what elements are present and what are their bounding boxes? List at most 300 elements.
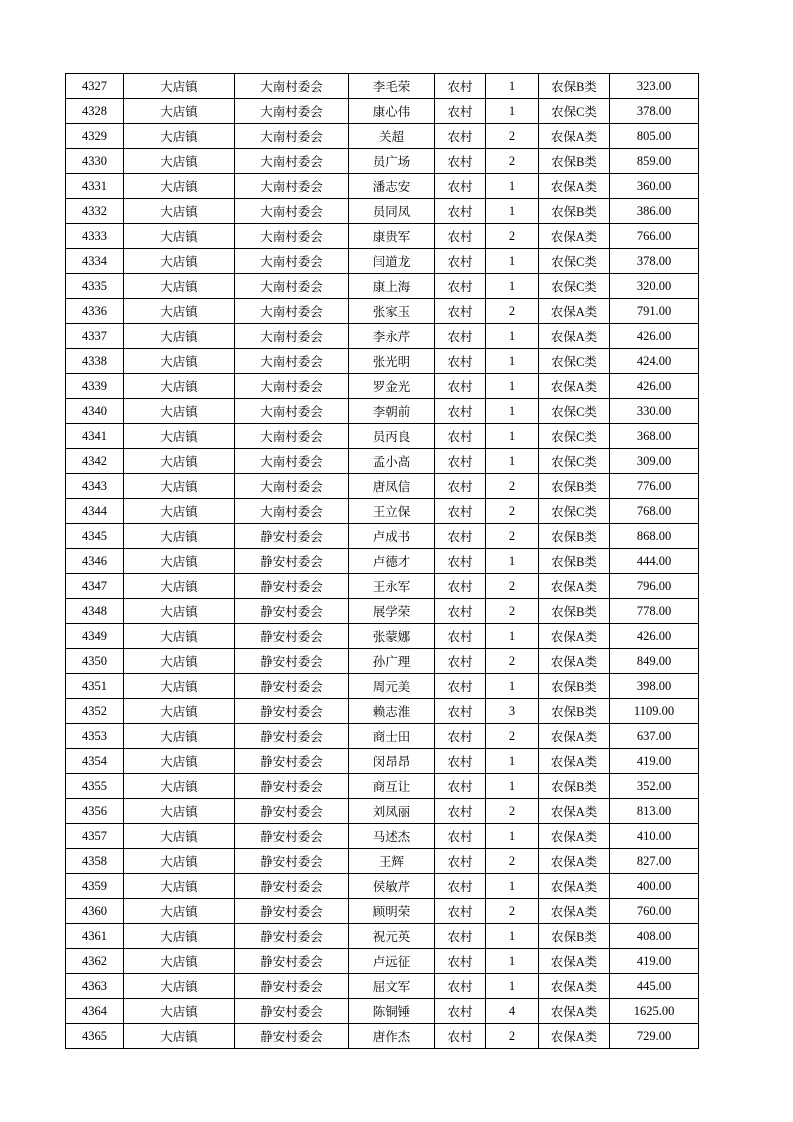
cell-serial-number: 4363 bbox=[66, 974, 124, 999]
cell-amount: 637.00 bbox=[610, 724, 699, 749]
cell-insurance-category: 农保B类 bbox=[539, 549, 610, 574]
cell-person-count: 1 bbox=[486, 249, 539, 274]
cell-amount: 426.00 bbox=[610, 324, 699, 349]
cell-person-name: 康上海 bbox=[349, 274, 435, 299]
cell-person-name: 关超 bbox=[349, 124, 435, 149]
table-row bbox=[66, 999, 699, 1024]
table-row bbox=[66, 749, 699, 774]
cell-residence-type: 农村 bbox=[435, 774, 486, 799]
cell-insurance-category: 农保C类 bbox=[539, 99, 610, 124]
cell-insurance-category: 农保C类 bbox=[539, 274, 610, 299]
table-row bbox=[66, 149, 699, 174]
cell-serial-number: 4361 bbox=[66, 924, 124, 949]
cell-person-count: 2 bbox=[486, 649, 539, 674]
cell-insurance-category: 农保B类 bbox=[539, 474, 610, 499]
cell-person-count: 2 bbox=[486, 124, 539, 149]
cell-residence-type: 农村 bbox=[435, 874, 486, 899]
cell-serial-number: 4358 bbox=[66, 849, 124, 874]
cell-insurance-category: 农保B类 bbox=[539, 199, 610, 224]
cell-person-name: 陈铜锤 bbox=[349, 999, 435, 1024]
cell-person-count: 1 bbox=[486, 424, 539, 449]
cell-person-count: 2 bbox=[486, 299, 539, 324]
cell-village-committee: 大南村委会 bbox=[235, 499, 349, 524]
cell-person-count: 2 bbox=[486, 224, 539, 249]
cell-amount: 368.00 bbox=[610, 424, 699, 449]
cell-serial-number: 4359 bbox=[66, 874, 124, 899]
cell-insurance-category: 农保A类 bbox=[539, 1024, 610, 1049]
cell-person-count: 2 bbox=[486, 599, 539, 624]
cell-town: 大店镇 bbox=[124, 274, 235, 299]
cell-serial-number: 4335 bbox=[66, 274, 124, 299]
cell-residence-type: 农村 bbox=[435, 524, 486, 549]
cell-serial-number: 4334 bbox=[66, 249, 124, 274]
cell-person-name: 闵昂昂 bbox=[349, 749, 435, 774]
cell-residence-type: 农村 bbox=[435, 499, 486, 524]
cell-town: 大店镇 bbox=[124, 524, 235, 549]
cell-insurance-category: 农保A类 bbox=[539, 824, 610, 849]
cell-person-count: 2 bbox=[486, 474, 539, 499]
cell-person-name: 李永芹 bbox=[349, 324, 435, 349]
cell-amount: 410.00 bbox=[610, 824, 699, 849]
cell-town: 大店镇 bbox=[124, 699, 235, 724]
table-row bbox=[66, 324, 699, 349]
cell-amount: 426.00 bbox=[610, 374, 699, 399]
cell-person-name: 卢成书 bbox=[349, 524, 435, 549]
cell-village-committee: 静安村委会 bbox=[235, 799, 349, 824]
cell-village-committee: 静安村委会 bbox=[235, 1024, 349, 1049]
table-row bbox=[66, 774, 699, 799]
cell-residence-type: 农村 bbox=[435, 274, 486, 299]
cell-person-name: 赖志淮 bbox=[349, 699, 435, 724]
cell-person-count: 1 bbox=[486, 824, 539, 849]
cell-insurance-category: 农保B类 bbox=[539, 599, 610, 624]
cell-amount: 868.00 bbox=[610, 524, 699, 549]
cell-amount: 419.00 bbox=[610, 949, 699, 974]
cell-insurance-category: 农保C类 bbox=[539, 349, 610, 374]
cell-amount: 1625.00 bbox=[610, 999, 699, 1024]
cell-amount: 320.00 bbox=[610, 274, 699, 299]
cell-amount: 778.00 bbox=[610, 599, 699, 624]
table-row bbox=[66, 949, 699, 974]
cell-town: 大店镇 bbox=[124, 449, 235, 474]
cell-person-name: 孟小高 bbox=[349, 449, 435, 474]
cell-insurance-category: 农保B类 bbox=[539, 524, 610, 549]
cell-person-count: 1 bbox=[486, 549, 539, 574]
cell-village-committee: 大南村委会 bbox=[235, 174, 349, 199]
cell-town: 大店镇 bbox=[124, 74, 235, 99]
cell-amount: 796.00 bbox=[610, 574, 699, 599]
cell-person-name: 顾明荣 bbox=[349, 899, 435, 924]
cell-person-count: 1 bbox=[486, 174, 539, 199]
cell-village-committee: 大南村委会 bbox=[235, 274, 349, 299]
table-row bbox=[66, 624, 699, 649]
cell-town: 大店镇 bbox=[124, 799, 235, 824]
cell-residence-type: 农村 bbox=[435, 824, 486, 849]
cell-serial-number: 4349 bbox=[66, 624, 124, 649]
cell-serial-number: 4327 bbox=[66, 74, 124, 99]
cell-insurance-category: 农保A类 bbox=[539, 949, 610, 974]
cell-residence-type: 农村 bbox=[435, 749, 486, 774]
cell-village-committee: 大南村委会 bbox=[235, 124, 349, 149]
cell-insurance-category: 农保A类 bbox=[539, 299, 610, 324]
cell-village-committee: 静安村委会 bbox=[235, 674, 349, 699]
cell-village-committee: 静安村委会 bbox=[235, 874, 349, 899]
cell-town: 大店镇 bbox=[124, 249, 235, 274]
cell-person-count: 2 bbox=[486, 724, 539, 749]
cell-amount: 1109.00 bbox=[610, 699, 699, 724]
table-row bbox=[66, 799, 699, 824]
table-row bbox=[66, 424, 699, 449]
cell-residence-type: 农村 bbox=[435, 974, 486, 999]
cell-person-name: 唐凤信 bbox=[349, 474, 435, 499]
cell-person-count: 1 bbox=[486, 349, 539, 374]
cell-town: 大店镇 bbox=[124, 849, 235, 874]
table-row bbox=[66, 974, 699, 999]
cell-insurance-category: 农保A类 bbox=[539, 999, 610, 1024]
cell-insurance-category: 农保A类 bbox=[539, 874, 610, 899]
cell-amount: 445.00 bbox=[610, 974, 699, 999]
cell-village-committee: 静安村委会 bbox=[235, 699, 349, 724]
table-row bbox=[66, 674, 699, 699]
cell-amount: 360.00 bbox=[610, 174, 699, 199]
cell-insurance-category: 农保A类 bbox=[539, 899, 610, 924]
cell-town: 大店镇 bbox=[124, 324, 235, 349]
cell-insurance-category: 农保A类 bbox=[539, 574, 610, 599]
cell-village-committee: 静安村委会 bbox=[235, 524, 349, 549]
table-row bbox=[66, 574, 699, 599]
cell-insurance-category: 农保A类 bbox=[539, 849, 610, 874]
cell-person-count: 2 bbox=[486, 899, 539, 924]
cell-village-committee: 静安村委会 bbox=[235, 624, 349, 649]
cell-insurance-category: 农保A类 bbox=[539, 724, 610, 749]
cell-person-name: 王永军 bbox=[349, 574, 435, 599]
cell-serial-number: 4329 bbox=[66, 124, 124, 149]
cell-person-name: 员广场 bbox=[349, 149, 435, 174]
table-row bbox=[66, 899, 699, 924]
cell-town: 大店镇 bbox=[124, 549, 235, 574]
table-row bbox=[66, 374, 699, 399]
cell-amount: 805.00 bbox=[610, 124, 699, 149]
table-row bbox=[66, 874, 699, 899]
cell-town: 大店镇 bbox=[124, 174, 235, 199]
table-row bbox=[66, 524, 699, 549]
cell-amount: 309.00 bbox=[610, 449, 699, 474]
cell-serial-number: 4362 bbox=[66, 949, 124, 974]
cell-insurance-category: 农保C类 bbox=[539, 449, 610, 474]
cell-village-committee: 静安村委会 bbox=[235, 899, 349, 924]
cell-amount: 859.00 bbox=[610, 149, 699, 174]
cell-amount: 426.00 bbox=[610, 624, 699, 649]
cell-insurance-category: 农保A类 bbox=[539, 374, 610, 399]
cell-serial-number: 4342 bbox=[66, 449, 124, 474]
cell-amount: 760.00 bbox=[610, 899, 699, 924]
cell-person-count: 2 bbox=[486, 499, 539, 524]
cell-village-committee: 大南村委会 bbox=[235, 374, 349, 399]
cell-amount: 408.00 bbox=[610, 924, 699, 949]
cell-residence-type: 农村 bbox=[435, 649, 486, 674]
cell-person-count: 1 bbox=[486, 874, 539, 899]
cell-amount: 424.00 bbox=[610, 349, 699, 374]
cell-town: 大店镇 bbox=[124, 349, 235, 374]
cell-village-committee: 静安村委会 bbox=[235, 549, 349, 574]
cell-amount: 444.00 bbox=[610, 549, 699, 574]
table-row bbox=[66, 699, 699, 724]
cell-insurance-category: 农保B类 bbox=[539, 674, 610, 699]
cell-residence-type: 农村 bbox=[435, 249, 486, 274]
cell-town: 大店镇 bbox=[124, 999, 235, 1024]
cell-town: 大店镇 bbox=[124, 949, 235, 974]
cell-person-name: 王辉 bbox=[349, 849, 435, 874]
cell-village-committee: 大南村委会 bbox=[235, 99, 349, 124]
cell-serial-number: 4338 bbox=[66, 349, 124, 374]
cell-serial-number: 4332 bbox=[66, 199, 124, 224]
table-row bbox=[66, 299, 699, 324]
cell-residence-type: 农村 bbox=[435, 624, 486, 649]
cell-person-count: 2 bbox=[486, 574, 539, 599]
cell-person-name: 员丙良 bbox=[349, 424, 435, 449]
table-row bbox=[66, 649, 699, 674]
cell-town: 大店镇 bbox=[124, 149, 235, 174]
cell-town: 大店镇 bbox=[124, 649, 235, 674]
cell-village-committee: 大南村委会 bbox=[235, 324, 349, 349]
cell-town: 大店镇 bbox=[124, 824, 235, 849]
cell-residence-type: 农村 bbox=[435, 199, 486, 224]
cell-amount: 330.00 bbox=[610, 399, 699, 424]
cell-person-count: 1 bbox=[486, 924, 539, 949]
table-row bbox=[66, 724, 699, 749]
cell-person-name: 王立保 bbox=[349, 499, 435, 524]
cell-person-count: 1 bbox=[486, 624, 539, 649]
cell-serial-number: 4339 bbox=[66, 374, 124, 399]
table-row bbox=[66, 849, 699, 874]
cell-person-count: 1 bbox=[486, 399, 539, 424]
cell-person-count: 4 bbox=[486, 999, 539, 1024]
cell-town: 大店镇 bbox=[124, 399, 235, 424]
cell-town: 大店镇 bbox=[124, 624, 235, 649]
cell-town: 大店镇 bbox=[124, 499, 235, 524]
cell-amount: 766.00 bbox=[610, 224, 699, 249]
cell-residence-type: 农村 bbox=[435, 399, 486, 424]
cell-serial-number: 4340 bbox=[66, 399, 124, 424]
cell-residence-type: 农村 bbox=[435, 724, 486, 749]
cell-residence-type: 农村 bbox=[435, 924, 486, 949]
cell-residence-type: 农村 bbox=[435, 799, 486, 824]
cell-person-name: 侯敏芹 bbox=[349, 874, 435, 899]
cell-serial-number: 4353 bbox=[66, 724, 124, 749]
cell-village-committee: 大南村委会 bbox=[235, 199, 349, 224]
cell-insurance-category: 农保A类 bbox=[539, 624, 610, 649]
cell-person-name: 商士田 bbox=[349, 724, 435, 749]
cell-person-name: 孙广理 bbox=[349, 649, 435, 674]
cell-person-count: 1 bbox=[486, 449, 539, 474]
table-row bbox=[66, 174, 699, 199]
cell-residence-type: 农村 bbox=[435, 174, 486, 199]
cell-person-count: 2 bbox=[486, 524, 539, 549]
cell-insurance-category: 农保A类 bbox=[539, 649, 610, 674]
cell-serial-number: 4344 bbox=[66, 499, 124, 524]
cell-person-count: 1 bbox=[486, 199, 539, 224]
cell-town: 大店镇 bbox=[124, 974, 235, 999]
cell-serial-number: 4345 bbox=[66, 524, 124, 549]
cell-town: 大店镇 bbox=[124, 874, 235, 899]
cell-amount: 729.00 bbox=[610, 1024, 699, 1049]
cell-village-committee: 静安村委会 bbox=[235, 749, 349, 774]
cell-serial-number: 4350 bbox=[66, 649, 124, 674]
cell-residence-type: 农村 bbox=[435, 599, 486, 624]
cell-serial-number: 4341 bbox=[66, 424, 124, 449]
cell-serial-number: 4343 bbox=[66, 474, 124, 499]
cell-person-name: 卢德才 bbox=[349, 549, 435, 574]
cell-residence-type: 农村 bbox=[435, 949, 486, 974]
cell-village-committee: 静安村委会 bbox=[235, 949, 349, 974]
cell-town: 大店镇 bbox=[124, 1024, 235, 1049]
cell-person-count: 2 bbox=[486, 149, 539, 174]
cell-village-committee: 大南村委会 bbox=[235, 249, 349, 274]
cell-amount: 398.00 bbox=[610, 674, 699, 699]
table-row bbox=[66, 599, 699, 624]
cell-residence-type: 农村 bbox=[435, 224, 486, 249]
cell-serial-number: 4336 bbox=[66, 299, 124, 324]
cell-insurance-category: 农保B类 bbox=[539, 924, 610, 949]
cell-insurance-category: 农保C类 bbox=[539, 399, 610, 424]
cell-village-committee: 静安村委会 bbox=[235, 974, 349, 999]
cell-amount: 352.00 bbox=[610, 774, 699, 799]
cell-person-count: 2 bbox=[486, 1024, 539, 1049]
cell-person-name: 张蒙娜 bbox=[349, 624, 435, 649]
table-row bbox=[66, 1024, 699, 1049]
cell-person-count: 1 bbox=[486, 374, 539, 399]
cell-person-name: 李朝前 bbox=[349, 399, 435, 424]
cell-village-committee: 大南村委会 bbox=[235, 399, 349, 424]
cell-village-committee: 大南村委会 bbox=[235, 449, 349, 474]
cell-serial-number: 4356 bbox=[66, 799, 124, 824]
cell-insurance-category: 农保C类 bbox=[539, 499, 610, 524]
cell-person-count: 2 bbox=[486, 849, 539, 874]
cell-residence-type: 农村 bbox=[435, 374, 486, 399]
cell-person-name: 卢远征 bbox=[349, 949, 435, 974]
cell-residence-type: 农村 bbox=[435, 574, 486, 599]
cell-serial-number: 4330 bbox=[66, 149, 124, 174]
cell-serial-number: 4351 bbox=[66, 674, 124, 699]
cell-residence-type: 农村 bbox=[435, 324, 486, 349]
cell-person-count: 1 bbox=[486, 99, 539, 124]
cell-person-count: 1 bbox=[486, 749, 539, 774]
cell-town: 大店镇 bbox=[124, 224, 235, 249]
cell-person-name: 刘凤丽 bbox=[349, 799, 435, 824]
cell-insurance-category: 农保A类 bbox=[539, 799, 610, 824]
cell-town: 大店镇 bbox=[124, 674, 235, 699]
cell-village-committee: 大南村委会 bbox=[235, 349, 349, 374]
cell-amount: 400.00 bbox=[610, 874, 699, 899]
cell-town: 大店镇 bbox=[124, 574, 235, 599]
cell-residence-type: 农村 bbox=[435, 424, 486, 449]
cell-residence-type: 农村 bbox=[435, 449, 486, 474]
cell-insurance-category: 农保A类 bbox=[539, 324, 610, 349]
table-row bbox=[66, 274, 699, 299]
cell-residence-type: 农村 bbox=[435, 149, 486, 174]
table-row bbox=[66, 99, 699, 124]
table-body bbox=[66, 74, 699, 1049]
cell-serial-number: 4354 bbox=[66, 749, 124, 774]
cell-town: 大店镇 bbox=[124, 299, 235, 324]
cell-village-committee: 静安村委会 bbox=[235, 724, 349, 749]
cell-amount: 378.00 bbox=[610, 99, 699, 124]
cell-person-count: 2 bbox=[486, 799, 539, 824]
cell-person-name: 罗金光 bbox=[349, 374, 435, 399]
cell-person-name: 唐作杰 bbox=[349, 1024, 435, 1049]
cell-serial-number: 4337 bbox=[66, 324, 124, 349]
cell-residence-type: 农村 bbox=[435, 899, 486, 924]
table-row bbox=[66, 449, 699, 474]
cell-insurance-category: 农保C类 bbox=[539, 424, 610, 449]
cell-person-name: 李毛荣 bbox=[349, 74, 435, 99]
table-row bbox=[66, 924, 699, 949]
cell-residence-type: 农村 bbox=[435, 699, 486, 724]
cell-amount: 827.00 bbox=[610, 849, 699, 874]
table-row bbox=[66, 474, 699, 499]
cell-person-name: 员同凤 bbox=[349, 199, 435, 224]
cell-village-committee: 大南村委会 bbox=[235, 74, 349, 99]
cell-town: 大店镇 bbox=[124, 599, 235, 624]
cell-village-committee: 静安村委会 bbox=[235, 574, 349, 599]
cell-serial-number: 4348 bbox=[66, 599, 124, 624]
cell-serial-number: 4352 bbox=[66, 699, 124, 724]
cell-amount: 323.00 bbox=[610, 74, 699, 99]
cell-serial-number: 4355 bbox=[66, 774, 124, 799]
cell-serial-number: 4365 bbox=[66, 1024, 124, 1049]
cell-town: 大店镇 bbox=[124, 99, 235, 124]
table-row bbox=[66, 549, 699, 574]
table-row bbox=[66, 199, 699, 224]
data-table bbox=[65, 73, 699, 1049]
cell-town: 大店镇 bbox=[124, 374, 235, 399]
cell-amount: 768.00 bbox=[610, 499, 699, 524]
cell-person-name: 潘志安 bbox=[349, 174, 435, 199]
cell-residence-type: 农村 bbox=[435, 674, 486, 699]
cell-person-count: 1 bbox=[486, 274, 539, 299]
cell-residence-type: 农村 bbox=[435, 99, 486, 124]
cell-person-name: 康心伟 bbox=[349, 99, 435, 124]
cell-insurance-category: 农保A类 bbox=[539, 749, 610, 774]
cell-person-name: 展学荣 bbox=[349, 599, 435, 624]
cell-person-name: 屈文军 bbox=[349, 974, 435, 999]
cell-village-committee: 静安村委会 bbox=[235, 924, 349, 949]
cell-insurance-category: 农保A类 bbox=[539, 174, 610, 199]
cell-amount: 378.00 bbox=[610, 249, 699, 274]
cell-serial-number: 4347 bbox=[66, 574, 124, 599]
cell-village-committee: 静安村委会 bbox=[235, 649, 349, 674]
cell-town: 大店镇 bbox=[124, 474, 235, 499]
cell-person-count: 1 bbox=[486, 74, 539, 99]
cell-person-name: 闫道龙 bbox=[349, 249, 435, 274]
cell-person-name: 康贵军 bbox=[349, 224, 435, 249]
cell-amount: 813.00 bbox=[610, 799, 699, 824]
cell-person-count: 1 bbox=[486, 774, 539, 799]
cell-town: 大店镇 bbox=[124, 899, 235, 924]
table-row bbox=[66, 74, 699, 99]
cell-insurance-category: 农保B类 bbox=[539, 74, 610, 99]
table-row bbox=[66, 349, 699, 374]
cell-town: 大店镇 bbox=[124, 199, 235, 224]
cell-village-committee: 大南村委会 bbox=[235, 299, 349, 324]
cell-town: 大店镇 bbox=[124, 724, 235, 749]
cell-village-committee: 大南村委会 bbox=[235, 474, 349, 499]
cell-person-count: 1 bbox=[486, 974, 539, 999]
cell-serial-number: 4333 bbox=[66, 224, 124, 249]
cell-person-count: 3 bbox=[486, 699, 539, 724]
spreadsheet-print-area bbox=[65, 73, 690, 1049]
cell-amount: 419.00 bbox=[610, 749, 699, 774]
